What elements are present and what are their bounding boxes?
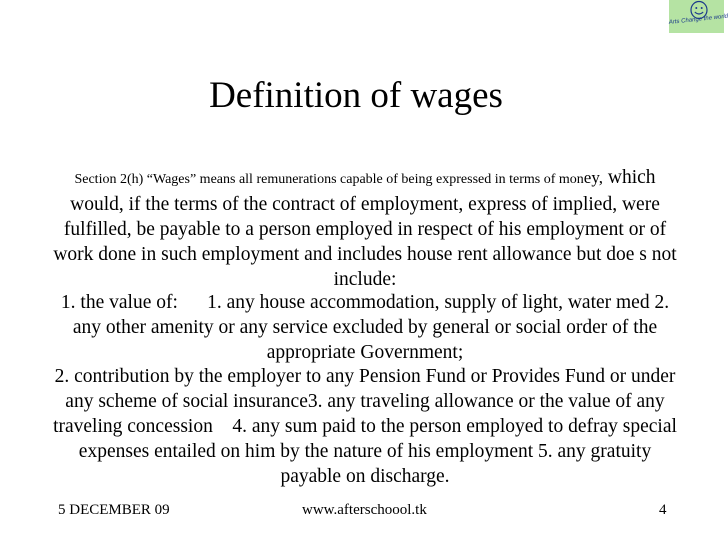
- page-number: 4: [659, 502, 667, 518]
- section-reference-tail: ey,: [583, 168, 603, 187]
- definition-body: which would, if the terms of the contract of employment, express of implied, were fulfilled, be payable to a person employed in respect of his employment or of work done in such employment and includes house rent allowance but doe s not include:: [53, 167, 677, 290]
- exclusion-paragraph-1: 1. the value of: 1. any house accommodation, supply of light, water med 2. any other amenity or any service excluded by general or social order of the appropriate Government;: [60, 292, 670, 363]
- footer-date: 5 DECEMBER 09: [58, 502, 170, 518]
- section-reference: Section 2(h) “Wages” means all remunerations capable of being expressed in terms of mon: [74, 172, 584, 187]
- logo-text: Arts Change the world: [668, 13, 728, 26]
- logo: [668, 0, 728, 33]
- footer-url: www.afterschoool.tk: [302, 502, 427, 518]
- exclusion-paragraph-2: 2. contribution by the employer to any Pension Fund or Provides Fund or under any scheme of social insurance3. any traveling allowance or the value of any traveling concession 4. any sum paid to the person employed to defray special expenses entailed on him by the nature of his employment 5. any gratuity payable on discharge.: [53, 366, 677, 487]
- definition-paragraph: [50, 165, 680, 292]
- slide-title: Definition of wages: [209, 75, 503, 116]
